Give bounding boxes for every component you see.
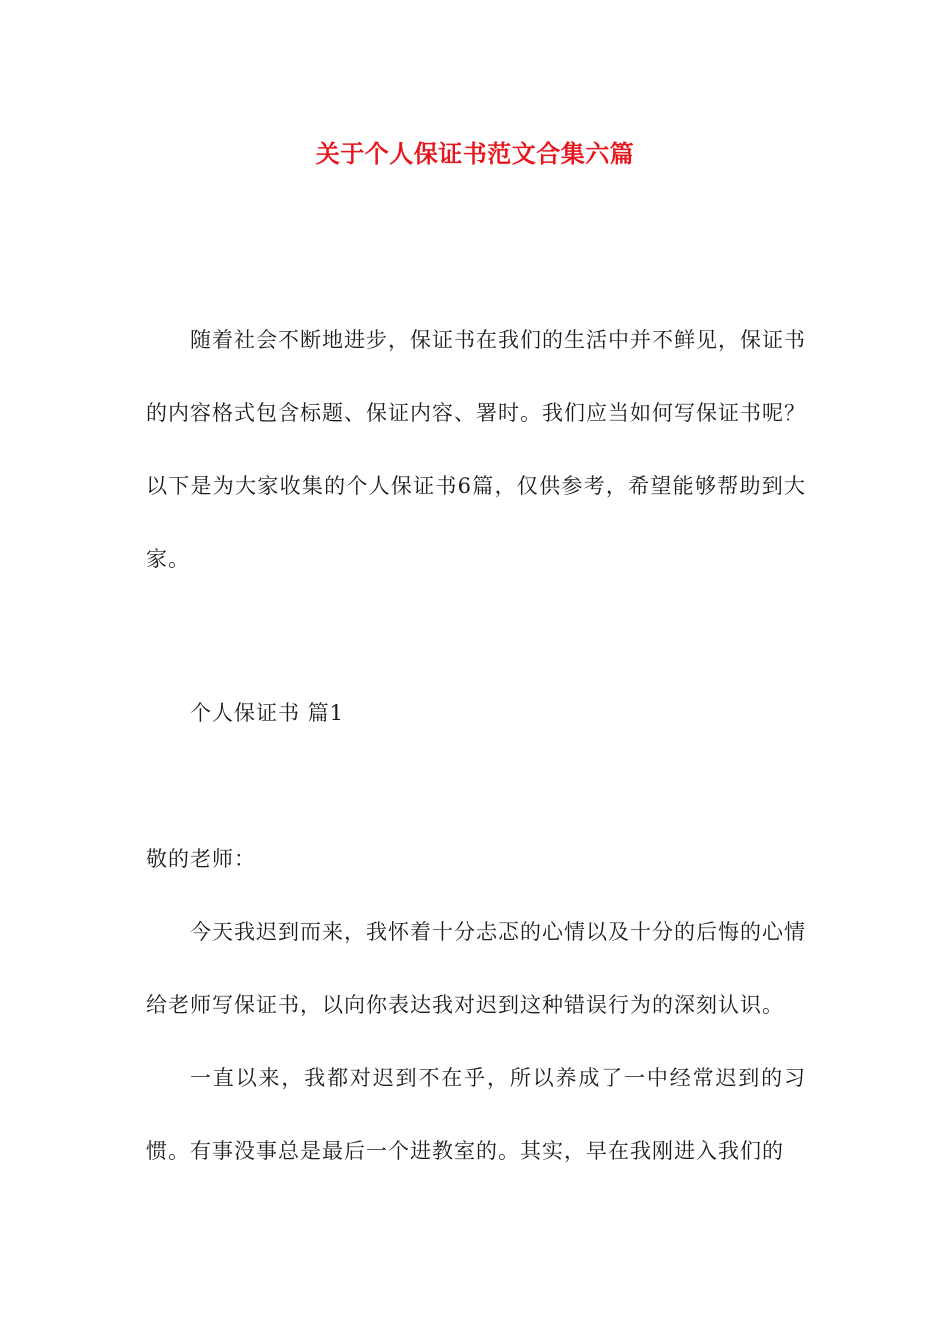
salutation-text: 敬的老师： (146, 847, 256, 871)
body-paragraph-2 (146, 1042, 806, 1188)
intro-paragraph (146, 304, 806, 596)
body-paragraph-1-text: 今天我迟到而来，我怀着十分忐忑的心情以及十分的后悔的心情给老师写保证书，以向你表达我对迟到这种错误行为的深刻认识。 (146, 920, 806, 1017)
document-title: 关于个人保证书范文合集六篇 (315, 139, 635, 168)
body-paragraph-1 (146, 896, 806, 1042)
section-heading-text: 个人保证书 篇1 (190, 701, 345, 725)
intro-text: 随着社会不断地进步，保证书在我们的生活中并不鲜见，保证书的内容格式包含标题、保证内容、署时。我们应当如何写保证书呢？以下是为大家收集的个人保证书6篇，仅供参考，希望能够帮助到大家。 (146, 328, 806, 571)
body-paragraph-2-text: 一直以来，我都对迟到不在乎，所以养成了一中经常迟到的习惯。有事没事总是最后一个进教室的。其实，早在我刚进入我们的 (146, 1066, 806, 1163)
section-heading (146, 677, 806, 750)
salutation (146, 823, 806, 896)
